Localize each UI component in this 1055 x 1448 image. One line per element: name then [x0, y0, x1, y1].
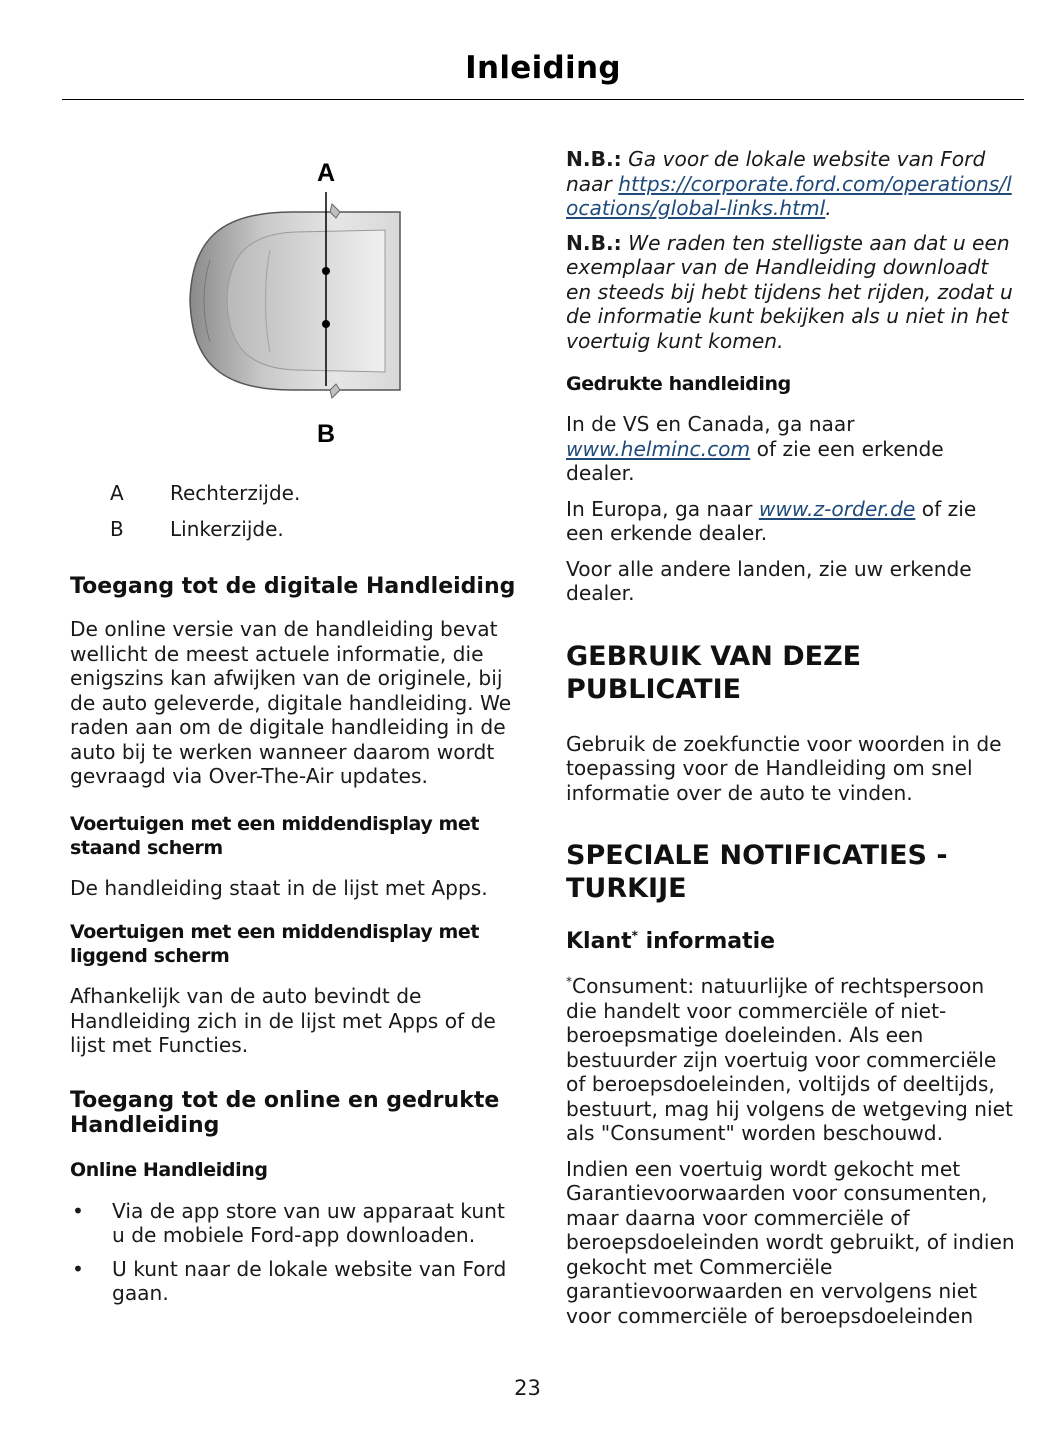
us-text-after: of zie een erkende dealer. [566, 436, 944, 485]
europe-text [566, 497, 1018, 546]
legend-text: Rechterzijde. [170, 481, 301, 505]
portrait-display-text: De handleiding staat in de lijst met Apps. [70, 875, 488, 900]
figure-legend [70, 481, 522, 541]
helminc-link[interactable]: www.helminc.com [566, 436, 751, 461]
online-manual-heading: Online Handleiding [70, 1158, 268, 1181]
landscape-display-heading: Voertuigen met een middendisplay met liggend scherm [70, 921, 480, 967]
bullet-icon: • [72, 1256, 84, 1281]
vehicle-top-view-image [70, 140, 522, 455]
usage-heading: GEBRUIK VAN DEZE PUBLICATIE [566, 640, 862, 705]
eu-text-after: of zie een erkende dealer. [566, 496, 977, 545]
customer-heading-text: Klant [566, 929, 632, 954]
digital-manual-text: De online versie van de handleiding bevat wellicht de meest actuele informatie, die enigszins kan afwijken van de originele, bij de auto geleverde, digitale handleiding. We raden aan om de digitale handleiding in de auto bij te werken wanneer daarom wordt gevraagd via Over-The-Air updates. [70, 617, 512, 788]
global-links-link[interactable]: https://corporate.ford.com/operations/locations/global-links.html [566, 171, 1012, 220]
page-title: Inleiding [465, 50, 621, 86]
z-order-link[interactable]: www.z-order.de [758, 496, 916, 521]
bullet-icon: • [72, 1198, 84, 1223]
usage-text: Gebruik de zoekfunctie voor woorden in de toepassing voor de Handleiding om snel informatie over de auto te vinden. [566, 731, 1002, 805]
footnote-marker: * [566, 974, 572, 989]
turkey-heading: SPECIALE NOTIFICATIES - TURKIJE [566, 840, 948, 904]
online-printed-heading: Toegang tot de online en gedrukte Handleiding [70, 1087, 500, 1138]
figure-label-a: A [316, 159, 336, 187]
list-item-text: U kunt naar de lokale website van Ford gaan. [112, 1256, 507, 1305]
customer-info-heading [566, 929, 1018, 954]
note-website [566, 147, 1018, 221]
legend-row [70, 481, 522, 505]
consumer-text: Consument: natuurlijke of rechtspersoon die handelt voor commerciële of niet-beroepsmatige doeleinden. Als een bestuurder zijn voertuig voor commerciële of beroepsdoeleinden, voltijds of deeltijds, bestuurt, mag hij volgens de wetgeving niet als "Consument" worden beschouwd. [566, 974, 1013, 1145]
eu-text: In Europa, ga naar [566, 496, 753, 521]
figure-label-b: B [316, 420, 336, 448]
bullet-list [70, 1199, 522, 1306]
note-text: We raden ten stelligste aan dat u een exemplaar van de Handleiding downloadt en steeds bij hebt tijdens het rijden, zodat u de informatie kunt bekijken als u niet in het voertuig kunt komen. [566, 230, 1013, 353]
vehicle-side-illustration [70, 140, 522, 455]
other-countries-text: Voor alle andere landen, zie uw erkende dealer. [566, 556, 972, 605]
list-item-text: Via de app store van uw apparaat kunt u de mobiele Ford-app downloaden. [112, 1198, 505, 1247]
page-number: 23 [514, 1376, 541, 1400]
customer-heading-text: informatie [645, 929, 776, 954]
page-header [62, 42, 1024, 100]
legend-row [70, 517, 522, 541]
us-canada-text [566, 412, 1018, 486]
printed-manual-heading: Gedrukte handleiding [566, 373, 791, 395]
right-column [566, 147, 1018, 1328]
left-column [70, 140, 522, 1306]
note-download [566, 231, 1018, 354]
us-text: In de VS en Canada, ga naar [566, 412, 855, 436]
digital-manual-heading: Toegang tot de digitale Handleiding [70, 574, 516, 599]
consumer-definition-text [566, 974, 1018, 1146]
portrait-display-heading: Voertuigen met een middendisplay met staand scherm [70, 812, 480, 859]
note-text: Ga voor de lokale website van Ford naar [566, 147, 986, 196]
landscape-display-text: Afhankelijk van de auto bevindt de Handleiding zich in de lijst met Apps of de lijst met Functies. [70, 984, 496, 1057]
list-item [70, 1257, 522, 1306]
legend-key: B [110, 517, 124, 541]
legend-key: A [110, 481, 124, 505]
note-label: N.B.: [566, 147, 622, 171]
footnote-marker: * [631, 928, 638, 943]
legend-text: Linkerzijde. [170, 517, 284, 541]
warranty-text: Indien een voertuig wordt gekocht met Garantievoorwaarden voor consumenten, maar daarna voor commerciële of beroepsdoeleinden wordt gebruikt, of indien gekocht met Commerciële garantievoorwaarden en vervolgens niet voor commerciële of beroepsdoeleinden [566, 1156, 1015, 1328]
note-label: N.B.: [566, 230, 622, 255]
list-item [70, 1199, 522, 1248]
note-end: . [825, 196, 832, 220]
